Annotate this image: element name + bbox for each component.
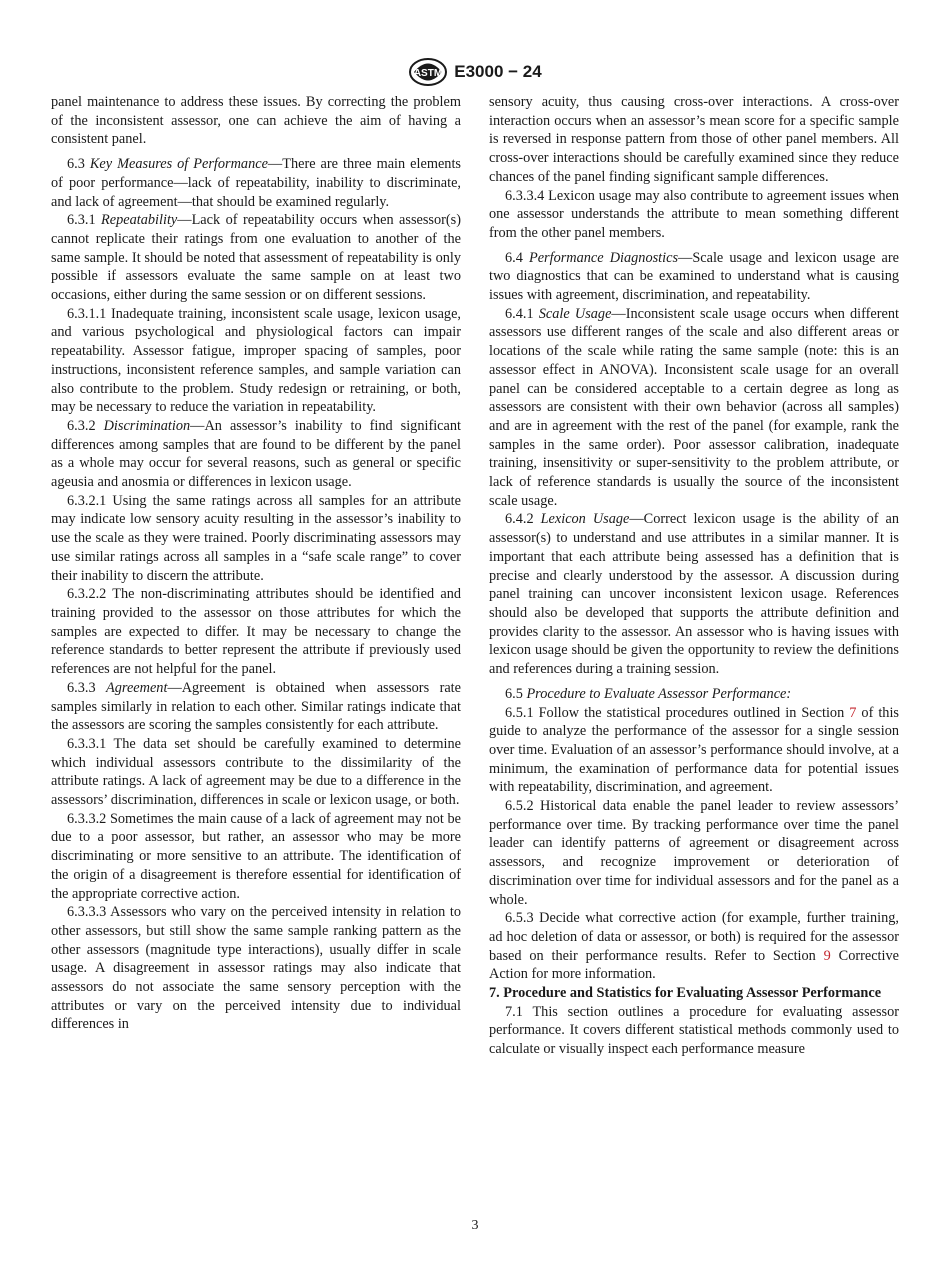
paragraph-6-5: 6.5 Procedure to Evaluate Assessor Performance: [505,685,792,702]
paragraph-6-3-2-1: 6.3.2.1 Using the same ratings across all samples for an attribute may indicate low sensory acuity resulting in the assessor’s inability to use the scale as they were trained. Poorly discriminating assessors may use similar ratings across all samples in a “safe scale range” to cover their inability to discern the attribute. [51,492,461,584]
section-7-heading: 7. Procedure and Statistics for Evaluating Assessor Performance [489,985,882,1002]
paragraph-6-4: 6.4 Performance Diagnostics—Scale usage and lexicon usage are two diagnostics that can be examined to understand what is causing issues with agreement, discrimination, and repeatability. [489,249,899,304]
paragraph-6-4-1: 6.4.1 Scale Usage—Inconsistent scale usage occurs when different assessors use different ranges of the scale and also different areas or locations of the scale while rating the same sample (note: this is an assessor effect in ANOVA). Inconsistent scale usage for an overall panel can be considered acceptable to a certain degree as long as assessors are consistent with their own behavior (across all samples) and are in agreement with the rest of the panel (for example, rank the samples in the same order). Poor assessor calibration, inadequate training, insensitivity or super-sensitivity to the problem attribute, or lack of reference standards is usually the source of the inconsistent scale usage. [489,305,899,509]
page-number: 3 [471,1218,479,1233]
right-column [489,93,899,1059]
paragraph-6-4-2: 6.4.2 Lexicon Usage—Correct lexicon usage is the ability of an assessor(s) to understand and use attributes in a similar manner. It is important that each attribute being assessed has a definition that is precise and clearly understood by the assessor. A discussion during panel training can uncover inconsistent lexicon usage. References should also be developed that supports the attribute definition and provides clarity to the assessor. An assessor who is having issues with lexicon usage should be given the opportunity to review the definitions and references during a training session. [489,511,899,678]
paragraph-6-3-3: 6.3.3 Agreement—Agreement is obtained when assessors rate samples similarly in relation to each other. Similar ratings indicate that the assessors are scoring the samples consistently for each attribute. [51,679,461,734]
paragraph-6-3-3-2: 6.3.3.2 Sometimes the main cause of a lack of agreement may not be due to a poor assessor, but rather, an assessor who may be more discriminating or more sensitive to an attribute. The identification of the origin of a disagreement is therefore essential for identification of the appropriate corrective action. [51,810,461,902]
paragraph-6-5-1: 6.5.1 Follow the statistical procedures outlined in Section 7 of this guide to analyze the performance of the assessor for a single session over time. Evaluation of an assessor’s performance should involve, at a minimum, the examination of performance data for potential issues with repeatability, discrimination, and agreement. [489,704,899,796]
paragraph-6-3-3-3: 6.3.3.3 Assessors who vary on the perceived intensity in relation to other assessors, but still show the same sample ranking pattern as the other assessors (magnitude type interactions), usually differ in scale usage. A disagreement in assessor ratings may also indicate that assessors do not associate the same sensory perception with the attributes or vary on the perceived intensity due to individual differences in [51,904,461,1033]
paragraph-6-5-3: 6.5.3 Decide what corrective action (for example, further training, ad hoc deletion of data or assessor, or both) is required for the assessor based on their performance results. Refer to Section 9 Corrective Action for more information. [489,910,899,983]
paragraph-7-1: 7.1 This section outlines a procedure for evaluating assessor performance. It covers different statistical methods commonly used to calculate or visually inspect each performance measure [489,1003,899,1058]
paragraph-6-3: 6.3 Key Measures of Performance—There are three main elements of poor performance—lack of repeatability, inability to discriminate, and lack of agreement—that should be examined regularly. [51,156,461,210]
paragraph-6-3-3-1: 6.3.3.1 The data set should be carefully examined to determine which individual assessors contribute to the dissimilarity of the attribute ratings. A lack of agreement may be due to a difference in the assessors’ discrimination, differences in scale or lexicon usage, or both. [51,735,461,809]
paragraph-6-3-2: 6.3.2 Discrimination—An assessor’s inability to find significant differences among samples that are found to be different by the panel as a whole may occur for several reasons, such as general or specific ageusia and anosmia or differences in lexicon usage. [51,417,461,491]
paragraph-6-5-2: 6.5.2 Historical data enable the panel leader to review assessors’ performance over time. By tracking performance over time the panel leader can identify patterns of agreement or disagreement across assessors, and recognize improvement or deterioration of discrimination over time for individual assessors and for the panel as a whole. [489,798,899,908]
paragraph-6-3-3-4: 6.3.3.4 Lexicon usage may also contribute to agreement issues when one assessor understands the attribute to mean something different from the other panel members. [489,187,899,241]
astm-logo-icon [408,57,448,87]
left-column [51,93,461,1034]
paragraph-6-3-2-2: 6.3.2.2 The non-discriminating attributes should be identified and training provided to the assessor on those attributes for which the samples are expected to differ. It may be necessary to change the reference standards to better represent the attribute if previously used references are not helpful for the panel. [51,586,461,678]
logo-text: ASTM [414,68,443,79]
paragraph-6-3-1: 6.3.1 Repeatability—Lack of repeatability occurs when assessor(s) cannot replicate their ratings from one evaluation to another of the same sample. It should be noted that assessment of repeatability is only possible if assessors evaluate the same sample on at least two occasions, either during the same session or on different sessions. [51,212,461,304]
paragraph: sensory acuity, thus causing cross-over interactions. A cross-over interaction occurs when an assessor’s mean score for a specific sample is reversed in response pattern from those of other panel members. All cross-over interactions should be carefully examined since they reduce chances of the panel finding significant sample differences. [489,94,899,185]
section-7-link[interactable]: 7 [849,704,857,721]
paragraph-6-3-1-1: 6.3.1.1 Inadequate training, inconsistent scale usage, lexicon usage, and various psychological and physiological factors can impair repeatability. Assessor fatigue, improper spacing of samples, poor instructions, inconsistent reference samples, and sample variation can also contribute to the problem. Study redesign or retraining, or both, may be necessary to reduce the variation in repeatability. [51,305,461,416]
standard-designation: E3000 − 24 [454,62,542,81]
paragraph: panel maintenance to address these issues. By correcting the problem of the inconsistent assessor, one can achieve the aim of having a consistent panel. [51,94,461,148]
page-header [0,55,950,89]
section-9-link[interactable]: 9 [823,947,831,964]
